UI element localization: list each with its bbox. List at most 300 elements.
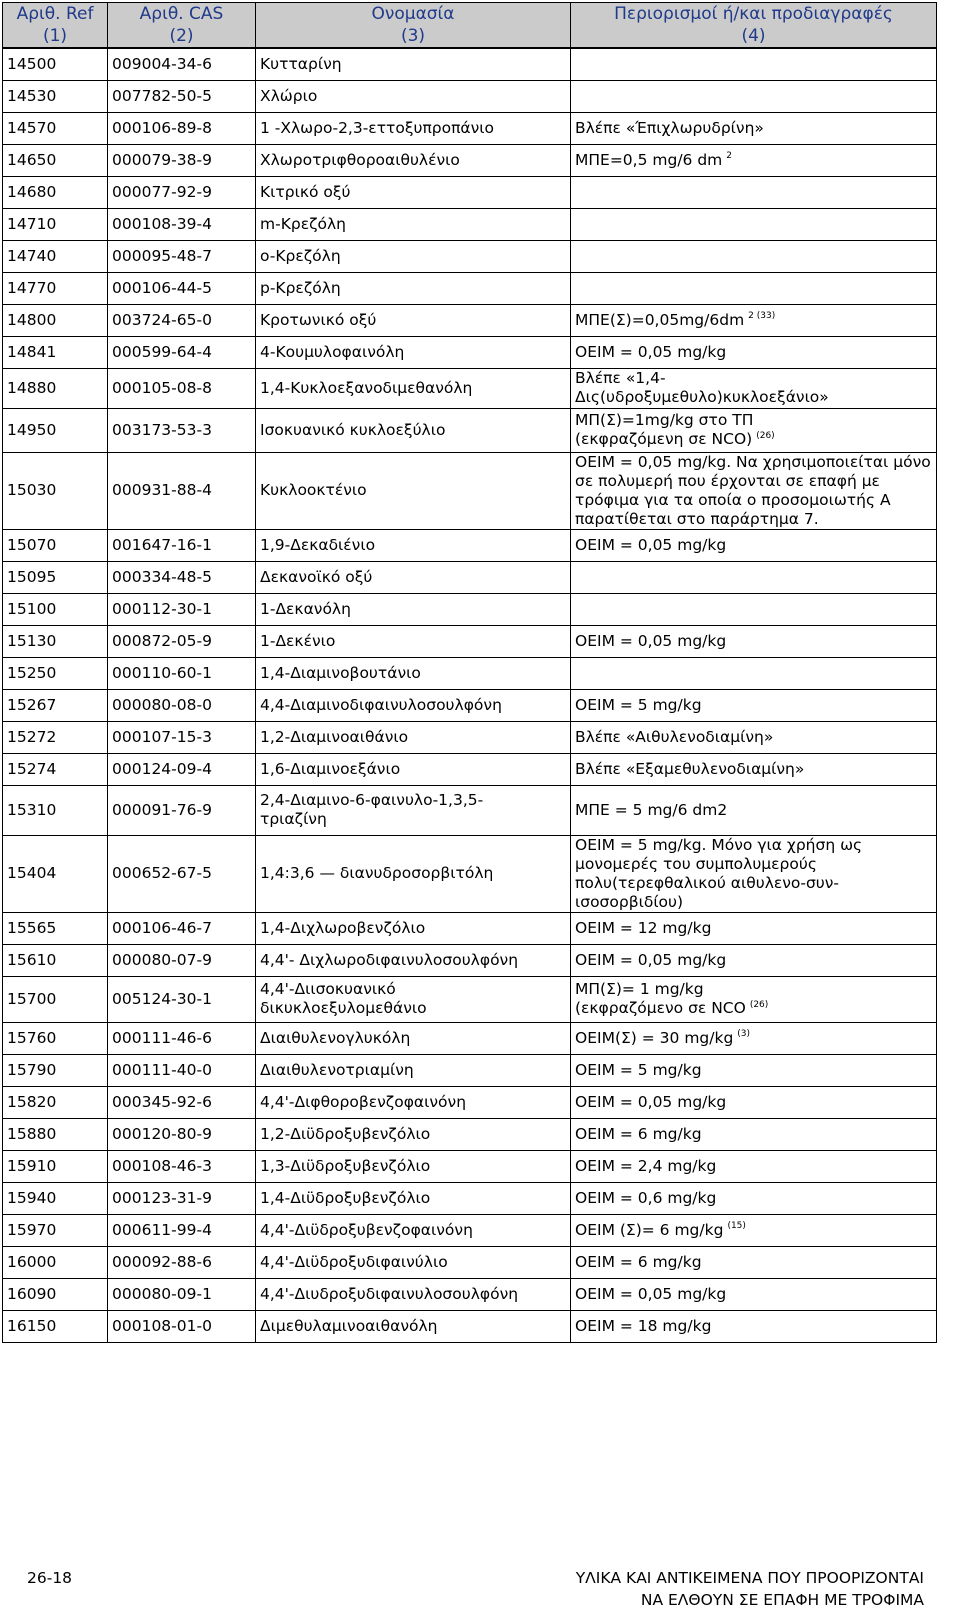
ref-cell-text: 14680 [7, 182, 57, 201]
name-cell [256, 944, 571, 976]
name-cell [256, 272, 571, 304]
restrictions-cell [571, 657, 937, 689]
name-cell-text: 1,4-Διχλωροβενζόλιο [260, 918, 426, 937]
table-row [3, 1118, 937, 1150]
restrictions-cell-text: ΟΕΙΜ = 18 mg/kg [575, 1316, 712, 1335]
cas-cell [108, 1182, 256, 1214]
name-cell [256, 1278, 571, 1310]
cas-cell-text: 000120-80-9 [112, 1124, 212, 1143]
table-row [3, 721, 937, 753]
page-number: 26-18 [27, 1569, 73, 1587]
restrictions-cell [571, 1182, 937, 1214]
ref-cell-text: 14880 [7, 378, 57, 397]
footer-title-line-1: ΥΛΙΚΑ ΚΑΙ ΑΝΤΙΚΕΙΜΕΝΑ ΠΟΥ ΠΡΟΟΡΙΖΟΝΤΑΙ [575, 1569, 924, 1587]
restrictions-cell [571, 48, 937, 80]
ref-cell-text: 15267 [7, 695, 57, 714]
name-cell-text: 4,4-Διαμινοδιφαινυλοσουλφόνη [260, 695, 502, 714]
table-row [3, 112, 937, 144]
table-row [3, 944, 937, 976]
restrictions-cell-text: Βλέπε «Έπιχλωρυδρίνη» [575, 118, 764, 137]
table-row [3, 272, 937, 304]
cas-cell-text: 000091-76-9 [112, 800, 212, 819]
restrictions-cell [571, 208, 937, 240]
ref-cell [3, 240, 108, 272]
table-row [3, 976, 937, 1022]
cas-cell [108, 1214, 256, 1246]
restrictions-cell [571, 272, 937, 304]
name-cell-text: Κυτταρίνη [260, 54, 342, 73]
name-cell-text: Χλωροτριφθοροαιθυλένιο [260, 150, 460, 169]
name-cell [256, 689, 571, 721]
name-cell-text: 4,4'-Διϋδροξυδιφαινύλιο [260, 1252, 448, 1271]
restrictions-cell [571, 944, 937, 976]
name-cell-text: 1,9-Δεκαδιένιο [260, 535, 376, 554]
name-cell [256, 785, 571, 835]
name-cell [256, 561, 571, 593]
name-cell-text: o-Κρεζόλη [260, 246, 341, 265]
cas-cell [108, 304, 256, 336]
cas-cell-text: 000599-64-4 [112, 342, 212, 361]
cas-cell [108, 721, 256, 753]
cas-cell-text: 000080-07-9 [112, 950, 212, 969]
name-cell [256, 625, 571, 657]
cas-cell-text: 000652-67-5 [112, 864, 212, 882]
header-restrictions-index: (4) [741, 26, 766, 46]
name-cell-text: 1,4-Κυκλοεξανοδιμεθανόλη [260, 378, 473, 397]
restrictions-cell [571, 80, 937, 112]
ref-cell [3, 208, 108, 240]
cas-cell-text: 000080-08-0 [112, 695, 212, 714]
table-header [3, 3, 937, 49]
table-row [3, 176, 937, 208]
restrictions-cell-text: ΟΕΙΜ = 6 mg/kg [575, 1124, 702, 1143]
table-row [3, 785, 937, 835]
name-cell [256, 529, 571, 561]
restrictions-cell-text: ΟΕΙΜ = 0,05 mg/kg [575, 535, 727, 554]
ref-cell-text: 16150 [7, 1316, 57, 1335]
ref-cell-text: 15910 [7, 1156, 57, 1175]
cas-cell [108, 1118, 256, 1150]
header-restrictions [571, 3, 937, 49]
cas-cell-text: 000334-48-5 [112, 567, 212, 586]
footer-title-line-2: ΝΑ ΕΛΘΟΥΝ ΣΕ ΕΠΑΦΗ ΜΕ ΤΡΟΦΙΜΑ [640, 1591, 924, 1609]
table-row [3, 753, 937, 785]
table-row [3, 240, 937, 272]
name-cell-text: 1,6-Διαμινοεξάνιο [260, 759, 401, 778]
cas-cell [108, 753, 256, 785]
name-cell-text: Διμεθυλαμινοαιθανόλη [260, 1316, 438, 1335]
table-row [3, 1278, 937, 1310]
cas-cell [108, 1022, 256, 1054]
ref-cell [3, 1150, 108, 1182]
name-cell [256, 80, 571, 112]
header-ref-number [3, 3, 108, 49]
ref-cell [3, 1022, 108, 1054]
table-row [3, 1182, 937, 1214]
table-row [3, 208, 937, 240]
table-row [3, 1246, 937, 1278]
header-name-label: Ονομασία [371, 4, 455, 24]
restrictions-cell-text: ΜΠΕ = 5 mg/6 dm2 [575, 800, 728, 819]
restrictions-cell [571, 1086, 937, 1118]
cas-cell [108, 408, 256, 452]
table-row [3, 368, 937, 408]
name-cell [256, 240, 571, 272]
ref-cell-text: 15272 [7, 727, 57, 746]
name-cell [256, 336, 571, 368]
ref-cell-text: 14530 [7, 86, 57, 105]
ref-cell [3, 48, 108, 80]
ref-cell [3, 1182, 108, 1214]
cas-cell [108, 144, 256, 176]
ref-cell-text: 14800 [7, 310, 57, 329]
ref-cell-text: 15610 [7, 950, 57, 969]
ref-cell [3, 835, 108, 912]
table-row [3, 561, 937, 593]
cas-cell [108, 657, 256, 689]
name-cell [256, 368, 571, 408]
footnote-marker: (3) [737, 1029, 751, 1040]
cas-cell-text: 000111-40-0 [112, 1060, 212, 1079]
name-cell [256, 657, 571, 689]
name-cell-text: Δεκανοϊκό οξύ [260, 567, 373, 586]
name-cell-text: 1-Δεκανόλη [260, 599, 351, 618]
cas-cell [108, 80, 256, 112]
cas-cell-text: 000108-01-0 [112, 1316, 212, 1335]
restrictions-cell-text: ΟΕΙΜ = 5 mg/kg. Μόνο για χρήση ως μονομερές του συμπολυμερούς πολυ(τερεφθαλικού αιθυλενο-συν-ισοσορβιδίου) [575, 835, 863, 911]
name-cell [256, 1310, 571, 1342]
cas-cell [108, 976, 256, 1022]
ref-cell [3, 336, 108, 368]
table-row [3, 452, 937, 529]
restrictions-cell [571, 112, 937, 144]
table-row [3, 912, 937, 944]
cas-cell-text: 000105-08-8 [112, 378, 212, 397]
restrictions-cell [571, 240, 937, 272]
cas-cell-text: 000108-39-4 [112, 214, 212, 233]
cas-cell-text: 000108-46-3 [112, 1156, 212, 1175]
restrictions-cell-text: ΟΕΙΜ = 0,6 mg/kg [575, 1188, 717, 1207]
table-row [3, 689, 937, 721]
name-cell [256, 304, 571, 336]
name-cell-text: 1,2-Διϋδροξυβενζόλιο [260, 1124, 431, 1143]
header-ref-label: Αριθ. Ref [16, 4, 94, 24]
ref-cell [3, 785, 108, 835]
cas-cell [108, 944, 256, 976]
name-cell-text: 4,4'-Διϋδροξυβενζοφαινόνη [260, 1220, 473, 1239]
name-cell [256, 1022, 571, 1054]
restrictions-cell-text: ΟΕΙΜ = 0,05 mg/kg [575, 631, 727, 650]
table-row [3, 304, 937, 336]
ref-cell [3, 753, 108, 785]
name-cell-text: 4,4'-Διφθοροβενζοφαινόνη [260, 1092, 467, 1111]
restrictions-cell-text: ΟΕΙΜ = 6 mg/kg [575, 1252, 702, 1271]
name-cell-text: 1,4:3,6 — διανυδροσορβιτόλη [260, 864, 494, 882]
cas-cell-text: 009004-34-6 [112, 54, 212, 73]
restrictions-cell [571, 976, 937, 1022]
name-cell [256, 976, 571, 1022]
cas-cell [108, 1086, 256, 1118]
cas-cell-text: 000107-15-3 [112, 727, 212, 746]
cas-cell [108, 1054, 256, 1086]
ref-cell [3, 689, 108, 721]
name-cell [256, 112, 571, 144]
cas-cell-text: 005124-30-1 [112, 989, 212, 1008]
footnote-marker: (15) [727, 1221, 746, 1232]
cas-cell-text: 000872-05-9 [112, 631, 212, 650]
ref-cell [3, 1086, 108, 1118]
table-row [3, 657, 937, 689]
restrictions-cell [571, 689, 937, 721]
restrictions-cell [571, 593, 937, 625]
ref-cell-text: 14500 [7, 54, 57, 73]
restrictions-cell-text: ΟΕΙΜ = 0,05 mg/kg [575, 342, 727, 361]
ref-cell [3, 657, 108, 689]
name-cell [256, 176, 571, 208]
restrictions-cell-text: ΜΠ(Σ)= 1 mg/kg (εκφραζόμενο σε NCO [575, 980, 746, 1017]
header-name-index: (3) [400, 26, 426, 46]
cas-cell-text: 000111-46-6 [112, 1028, 212, 1047]
name-cell-text: m-Κρεζόλη [260, 214, 346, 233]
ref-cell-text: 15130 [7, 631, 57, 650]
table-row [3, 144, 937, 176]
ref-cell [3, 408, 108, 452]
cas-cell [108, 835, 256, 912]
name-cell-text: 1,3-Διϋδροξυβενζόλιο [260, 1156, 431, 1175]
name-cell-text: 1,4-Διϋδροξυβενζόλιο [260, 1188, 431, 1207]
cas-cell [108, 240, 256, 272]
ref-cell [3, 1054, 108, 1086]
ref-cell-text: 15030 [7, 481, 57, 499]
ref-cell-text: 15095 [7, 567, 57, 586]
table-row [3, 48, 937, 80]
ref-cell [3, 912, 108, 944]
table-row [3, 1150, 937, 1182]
ref-cell [3, 976, 108, 1022]
table-row [3, 625, 937, 657]
restrictions-cell-text: ΜΠ(Σ)=1mg/kg στο ΤΠ (εκφραζόμενη σε NCO) [575, 411, 754, 448]
restrictions-cell-text: ΟΕΙΜ = 0,05 mg/kg [575, 1092, 727, 1111]
restrictions-cell-text: ΜΠΕ(Σ)=0,05mg/6dm [575, 310, 745, 329]
restrictions-cell [571, 912, 937, 944]
name-cell-text: 4,4'- Διχλωροδιφαινυλοσουλφόνη [260, 950, 519, 969]
cas-cell-text: 000611-99-4 [112, 1220, 212, 1239]
cas-cell [108, 689, 256, 721]
restrictions-cell [571, 452, 937, 529]
restrictions-cell-text: ΟΕΙΜ(Σ) = 30 mg/kg [575, 1028, 734, 1047]
name-cell [256, 452, 571, 529]
name-cell [256, 835, 571, 912]
table-row [3, 80, 937, 112]
ref-cell-text: 15940 [7, 1188, 57, 1207]
restrictions-cell [571, 1022, 937, 1054]
name-cell-text: 4,4'-Διυδροξυδιφαινυλοσουλφόνη [260, 1284, 519, 1303]
header-ref-index: (1) [42, 26, 68, 46]
cas-cell [108, 912, 256, 944]
ref-cell [3, 625, 108, 657]
restrictions-cell [571, 529, 937, 561]
name-cell [256, 721, 571, 753]
ref-cell [3, 1246, 108, 1278]
restrictions-cell [571, 1118, 937, 1150]
name-cell-text: Διαιθυλενοτριαμίνη [260, 1060, 414, 1079]
cas-cell [108, 529, 256, 561]
table-body [3, 48, 937, 1342]
name-cell-text: 1-Δεκένιο [260, 631, 336, 650]
restrictions-cell [571, 336, 937, 368]
ref-cell-text: 14770 [7, 278, 57, 297]
name-cell-text: Διαιθυλενογλυκόλη [260, 1028, 411, 1047]
name-cell-text: Κυκλοοκτένιο [260, 481, 367, 499]
restrictions-cell-text: ΟΕΙΜ = 5 mg/kg [575, 1060, 702, 1079]
name-cell-text: 1 -Χλωρο-2,3-εττοξυπροπάνιο [260, 118, 495, 137]
name-cell [256, 1118, 571, 1150]
ref-cell [3, 80, 108, 112]
cas-cell [108, 1246, 256, 1278]
ref-cell [3, 304, 108, 336]
restrictions-cell-text: Βλέπε «1,4- Δις(υδροξυμεθυλο)κυκλοεξάνιο» [575, 369, 829, 406]
cas-cell [108, 1150, 256, 1182]
ref-cell-text: 15760 [7, 1028, 57, 1047]
ref-cell [3, 561, 108, 593]
restrictions-cell-text: ΟΕΙΜ = 12 mg/kg [575, 918, 712, 937]
footer-title [576, 1567, 924, 1611]
restrictions-cell-text: Βλέπε «Εξαμεθυλενοδιαμίνη» [575, 759, 805, 778]
table-row [3, 1054, 937, 1086]
ref-cell-text: 15404 [7, 864, 57, 882]
table-row [3, 1086, 937, 1118]
table-row [3, 408, 937, 452]
name-cell [256, 593, 571, 625]
cas-cell-text: 000124-09-4 [112, 759, 212, 778]
ref-cell [3, 721, 108, 753]
restrictions-cell-text: Βλέπε «Αιθυλενοδιαμίνη» [575, 727, 774, 746]
ref-cell-text: 15880 [7, 1124, 57, 1143]
header-restrictions-label: Περιορισμοί ή/και προδιαγραφές [614, 4, 893, 24]
table-row [3, 1022, 937, 1054]
name-cell [256, 144, 571, 176]
name-cell [256, 48, 571, 80]
restrictions-cell-text: ΟΕΙΜ = 0,05 mg/kg [575, 1284, 727, 1303]
restrictions-cell [571, 753, 937, 785]
table-row [3, 1214, 937, 1246]
cas-cell-text: 003173-53-3 [112, 420, 212, 439]
name-cell [256, 208, 571, 240]
header-cas-label: Αριθ. CAS [139, 4, 224, 24]
cas-cell [108, 48, 256, 80]
table-row [3, 593, 937, 625]
cas-cell [108, 368, 256, 408]
ref-cell-text: 15310 [7, 800, 57, 819]
restrictions-cell-text: ΜΠΕ=0,5 mg/6 dm [575, 150, 723, 169]
name-cell-text: Κροτωνικό οξύ [260, 310, 377, 329]
name-cell [256, 912, 571, 944]
table-row [3, 1310, 937, 1342]
ref-cell [3, 1310, 108, 1342]
restrictions-cell-text: ΟΕΙΜ = 2,4 mg/kg [575, 1156, 717, 1175]
restrictions-cell [571, 408, 937, 452]
ref-cell-text: 14650 [7, 150, 57, 169]
restrictions-cell [571, 1054, 937, 1086]
cas-cell [108, 785, 256, 835]
cas-cell-text: 000345-92-6 [112, 1092, 212, 1111]
name-cell [256, 1214, 571, 1246]
ref-cell [3, 144, 108, 176]
ref-cell [3, 593, 108, 625]
cas-cell [108, 272, 256, 304]
restrictions-cell [571, 561, 937, 593]
ref-cell-text: 16090 [7, 1284, 57, 1303]
ref-cell [3, 112, 108, 144]
substances-table [2, 2, 937, 1343]
name-cell-text: 2,4-Διαμινο-6-φαινυλο-1,3,5- τριαζίνη [260, 791, 484, 828]
restrictions-cell [571, 368, 937, 408]
cas-cell-text: 000095-48-7 [112, 246, 212, 265]
ref-cell-text: 15820 [7, 1092, 57, 1111]
ref-cell [3, 1278, 108, 1310]
table-row [3, 835, 937, 912]
cas-cell [108, 625, 256, 657]
cas-cell-text: 000112-30-1 [112, 599, 212, 618]
ref-cell [3, 1214, 108, 1246]
ref-cell-text: 14570 [7, 118, 57, 137]
name-cell [256, 1150, 571, 1182]
restrictions-cell-text: ΟΕΙΜ = 5 mg/kg [575, 695, 702, 714]
name-cell [256, 753, 571, 785]
cas-cell-text: 007782-50-5 [112, 86, 212, 105]
cas-cell [108, 1278, 256, 1310]
name-cell [256, 1246, 571, 1278]
restrictions-cell [571, 721, 937, 753]
restrictions-cell-text: ΟΕΙΜ = 0,05 mg/kg. Να χρησιμοποιείται μόνο σε πολυμερή που έρχονται σε επαφή με τρόφιμα για τα οποία ο προσομοιωτής Α παρατίθεται στο παράρτημα 7. [575, 452, 931, 528]
cas-cell [108, 452, 256, 529]
cas-cell-text: 000123-31-9 [112, 1188, 212, 1207]
name-cell-text: 4,4'-Διισοκυανικό δικυκλοεξυλομεθάνιο [260, 980, 427, 1017]
ref-cell [3, 176, 108, 208]
header-name [256, 3, 571, 49]
restrictions-cell-text: ΟΕΙΜ (Σ)= 6 mg/kg [575, 1220, 724, 1239]
ref-cell [3, 452, 108, 529]
ref-cell-text: 14740 [7, 246, 57, 265]
restrictions-cell [571, 1278, 937, 1310]
cas-cell [108, 208, 256, 240]
cas-cell-text: 000931-88-4 [112, 481, 212, 499]
table-row [3, 336, 937, 368]
header-cas-index: (2) [169, 26, 194, 46]
ref-cell [3, 529, 108, 561]
restrictions-cell-text: ΟΕΙΜ = 0,05 mg/kg [575, 950, 727, 969]
cas-cell [108, 112, 256, 144]
cas-cell-text: 000106-46-7 [112, 918, 212, 937]
table-row [3, 529, 937, 561]
cas-cell-text: 000110-60-1 [112, 663, 212, 682]
cas-cell [108, 336, 256, 368]
ref-cell-text: 15070 [7, 535, 57, 554]
ref-cell-text: 15700 [7, 989, 57, 1008]
ref-cell-text: 15565 [7, 918, 57, 937]
restrictions-cell [571, 176, 937, 208]
name-cell [256, 1086, 571, 1118]
ref-cell-text: 15100 [7, 599, 57, 618]
name-cell-text: Χλώριο [260, 86, 318, 105]
cas-cell-text: 000080-09-1 [112, 1284, 212, 1303]
restrictions-cell [571, 835, 937, 912]
ref-cell [3, 1118, 108, 1150]
restrictions-cell [571, 1214, 937, 1246]
cas-cell [108, 593, 256, 625]
name-cell-text: Κιτρικό οξύ [260, 182, 351, 201]
ref-cell [3, 944, 108, 976]
